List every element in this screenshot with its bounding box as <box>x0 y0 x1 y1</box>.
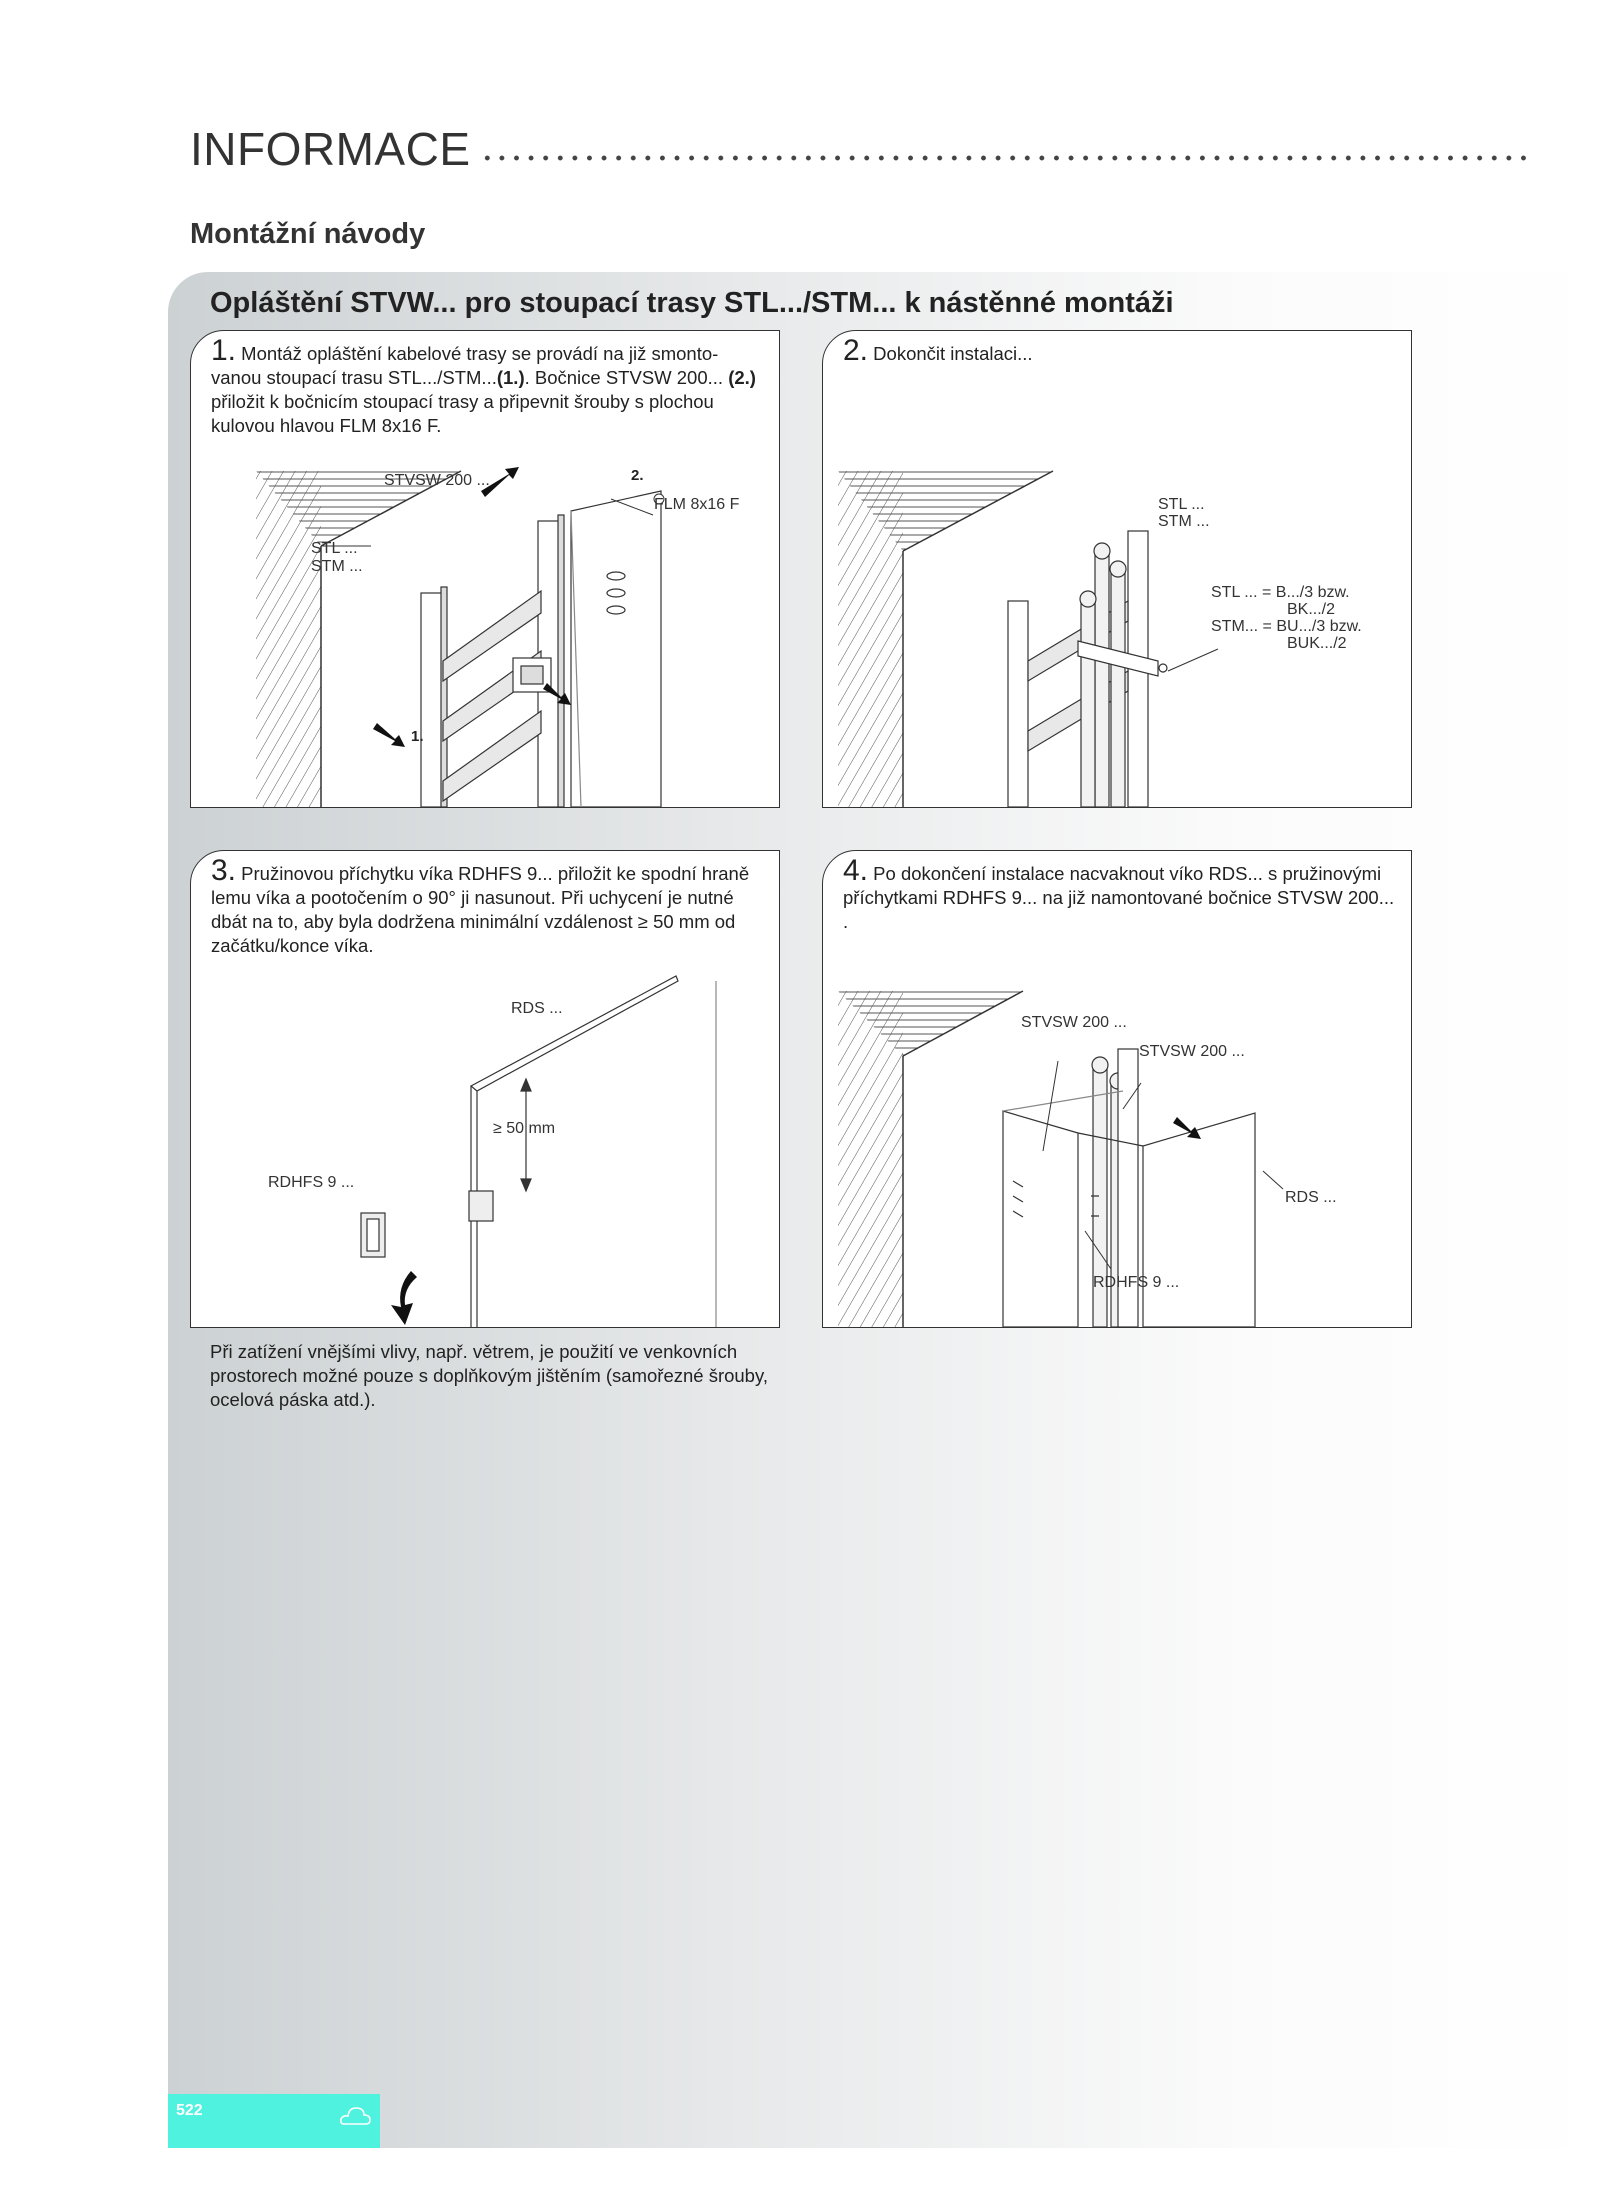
step-1-text-part: . Bočnice STVSW 200... <box>524 367 729 388</box>
step-1-box <box>190 330 780 808</box>
label-rdhfs: RDHFS 9 ... <box>1093 1274 1180 1291</box>
step-3-number: 3. <box>211 854 237 887</box>
label-stl: STL ... <box>311 540 358 557</box>
label-stm: STM ... <box>311 558 363 575</box>
step-4-number: 4. <box>843 854 869 887</box>
label-stvsw-2: STVSW 200 ... <box>1139 1043 1245 1060</box>
step-3-text-part: Pružinovou příchytku víka RDHFS 9... přiložit ke spodní hraně lemu víka a pootočením o 90° ji nasunout. Při uchycení je nutné dbát na to, aby byla dodržena minimální vzdálenost ≥ 50 mm od začátku/konce víka. <box>211 863 750 956</box>
step-2-illustration <box>823 331 1411 807</box>
wall-drawing <box>838 991 1023 1327</box>
section-title: Montážní návody <box>190 218 426 250</box>
riser-rails <box>1008 531 1148 807</box>
label-step-2: 2. <box>631 467 644 484</box>
page-number: 522 <box>176 2102 203 2119</box>
label-stm: STM ... <box>1158 513 1210 530</box>
label-rdhfs: RDHFS 9 ... <box>268 1174 355 1191</box>
label-stm-spec: STM... = BU.../3 bzw. <box>1211 618 1362 635</box>
label-stl-spec: STL ... = B.../3 bzw. <box>1211 584 1350 601</box>
label-stvsw: STVSW 200 ... <box>384 472 490 489</box>
label-stl-spec-2: BK.../2 <box>1287 601 1336 618</box>
label-stvsw-1: STVSW 200 ... <box>1021 1014 1127 1031</box>
spring-clip-rdhfs <box>361 1191 493 1257</box>
step-4-illustration <box>823 851 1411 1327</box>
step-2-text-part: Dokončit instalaci... <box>873 343 1033 364</box>
cable-bundle <box>1080 543 1126 807</box>
step-3-box <box>190 850 780 1328</box>
label-rds: RDS ... <box>1285 1189 1337 1206</box>
label-stl: STL ... <box>1158 496 1205 513</box>
header-dotted-rule <box>480 148 1530 168</box>
step-1-text-part: přiložit k bočnicím stoupací trasy a připevnit šrouby s plochou kulovou hlavou FLM 8x16 F. <box>211 391 714 436</box>
step-3-illustration <box>191 851 779 1327</box>
label-flm: FLM 8x16 F <box>654 496 740 513</box>
step-1-text-part: Montáž opláštění kabelové trasy se provádí na již smonto-vanou stoupací trasu STL.../STM... <box>211 343 719 388</box>
rotate-arrow-icon <box>391 1271 417 1325</box>
step-2-number: 2. <box>843 334 869 367</box>
step-1-ref-2: (2.) <box>728 367 756 388</box>
step-4-text-part: Po dokončení instalace nacvaknout víko RDS... s pružinovými příchytkami RDHFS 9... na již namontované bočnice STVSW 200... . <box>843 863 1395 932</box>
label-distance: ≥ 50 mm <box>493 1120 556 1137</box>
step-4-box <box>822 850 1412 1328</box>
page-header-title: INFORMACE <box>190 123 471 175</box>
cloud-outline-icon <box>340 2102 372 2132</box>
step-1-number: 1. <box>211 334 237 367</box>
label-stm-spec-2: BUK.../2 <box>1287 635 1347 652</box>
step-1-ref-1: (1.) <box>496 367 525 388</box>
note-text: Při zatížení vnějšími vlivy, např. větrem, je použití ve venkovních prostorech možné pouze s doplňkovým jištěním (samořezné šrouby, ocelová páska atd.). <box>210 1341 768 1410</box>
label-rds: RDS ... <box>511 1000 563 1017</box>
panel-title: Opláštění STVW... pro stoupací trasy STL.../STM... k nástěnné montáži <box>210 287 1174 319</box>
side-panel-stvsw <box>571 491 661 807</box>
step-2-box <box>822 330 1412 808</box>
label-step-1: 1. <box>411 728 424 745</box>
cover-rds <box>471 976 716 1327</box>
step-1-illustration <box>191 331 779 807</box>
